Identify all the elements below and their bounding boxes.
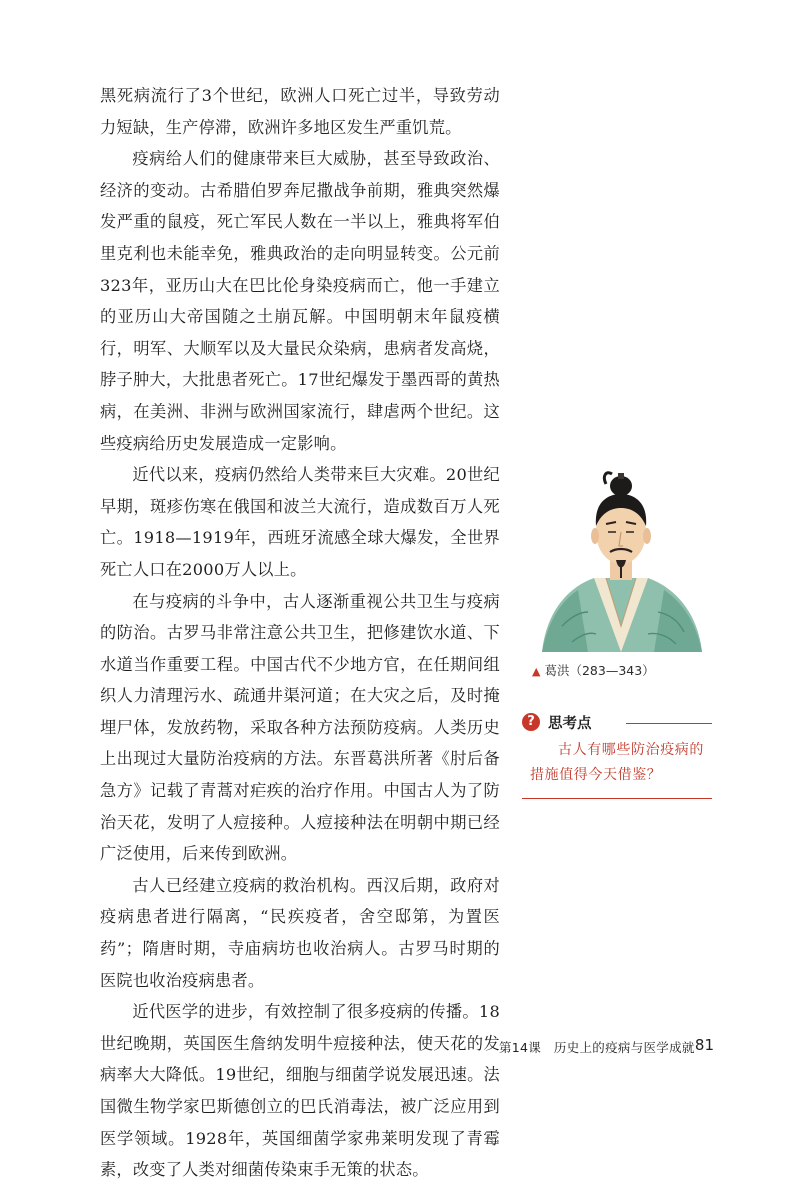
divider	[626, 723, 712, 724]
ge-hong-portrait	[532, 456, 710, 652]
triangle-icon: ▲	[532, 665, 541, 678]
think-question: 古人有哪些防治疫病的措施值得今天借鉴？	[530, 742, 704, 783]
paragraph: 黑死病流行了3个世纪，欧洲人口死亡过半，导致劳动力短缺，生产停滞，欧洲许多地区发生严重饥荒。	[100, 86, 500, 137]
portrait-caption	[532, 661, 655, 679]
paragraph: 近代医学的进步，有效控制了很多疫病的传播。18世纪晚期，英国医生詹纳发明牛痘接种法，使天花的发病率大大降低。19世纪，细胞与细菌学说发展迅速。法国微生物学家巴斯德创立的巴氏消毒法，被广泛应用到医学领域。1928年，英国细菌学家弗莱明发现了青霉素，改变了人类对细菌传染束手无策的状态。	[100, 1002, 500, 1180]
page-number: 81	[694, 1036, 714, 1054]
divider	[522, 798, 712, 799]
paragraph: 疫病给人们的健康带来巨大威胁，甚至导致政治、经济的变动。古希腊伯罗奔尼撒战争前期，雅典突然爆发严重的鼠疫，死亡军民人数在一半以上，雅典将军伯里克利也未能幸免，雅典政治的走向明显转变。公元前323年，亚历山大在巴比伦身染疫病而亡，他一手建立的亚历山大帝国随之土崩瓦解。中国明朝末年鼠疫横行，明军、大顺军以及大量民众染病，患病者发高烧，脖子肿大，大批患者死亡。17世纪爆发于墨西哥的黄热病，在美洲、非洲与欧洲国家流行，肆虐两个世纪。这些疫病给历史发展造成一定影响。	[100, 149, 500, 453]
paragraph: 近代以来，疫病仍然给人类带来巨大灾难。20世纪早期，斑疹伤寒在俄国和波兰大流行，造成数百万人死亡。1918—1919年，西班牙流感全球大爆发，全世界死亡人口在2000万人以上。	[100, 465, 500, 579]
think-box	[522, 712, 712, 799]
caption-text: 葛洪（283—343）	[544, 663, 655, 678]
lesson-title: 第14课 历史上的疫病与医学成就	[499, 1040, 695, 1055]
think-title: 思考点	[548, 716, 592, 732]
body-text	[100, 80, 500, 1186]
paragraph: 在与疫病的斗争中，古人逐渐重视公共卫生与疫病的防治。古罗马非常注意公共卫生，把修建饮水道、下水道当作重要工程。中国古代不少地方官，在任期间组织人力清理污水、疏通井渠河道；在大灾之后，及时掩埋尸体，发放药物，采取各种方法预防疫病。人类历史上出现过大量防治疫病的方法。东晋葛洪所著《肘后备急方》记载了青蒿对疟疾的治疗作用。中国古人为了防治天花，发明了人痘接种。人痘接种法在明朝中期已经广泛使用，后来传到欧洲。	[100, 591, 500, 864]
question-icon: ?	[522, 713, 540, 731]
paragraph: 古人已经建立疫病的救治机构。西汉后期，政府对疫病患者进行隔离，“民疾疫者，舍空邸第，为置医药”；隋唐时期，寺庙病坊也收治病人。古罗马时期的医院也收治疫病患者。	[100, 875, 500, 990]
page-footer	[499, 1036, 714, 1058]
